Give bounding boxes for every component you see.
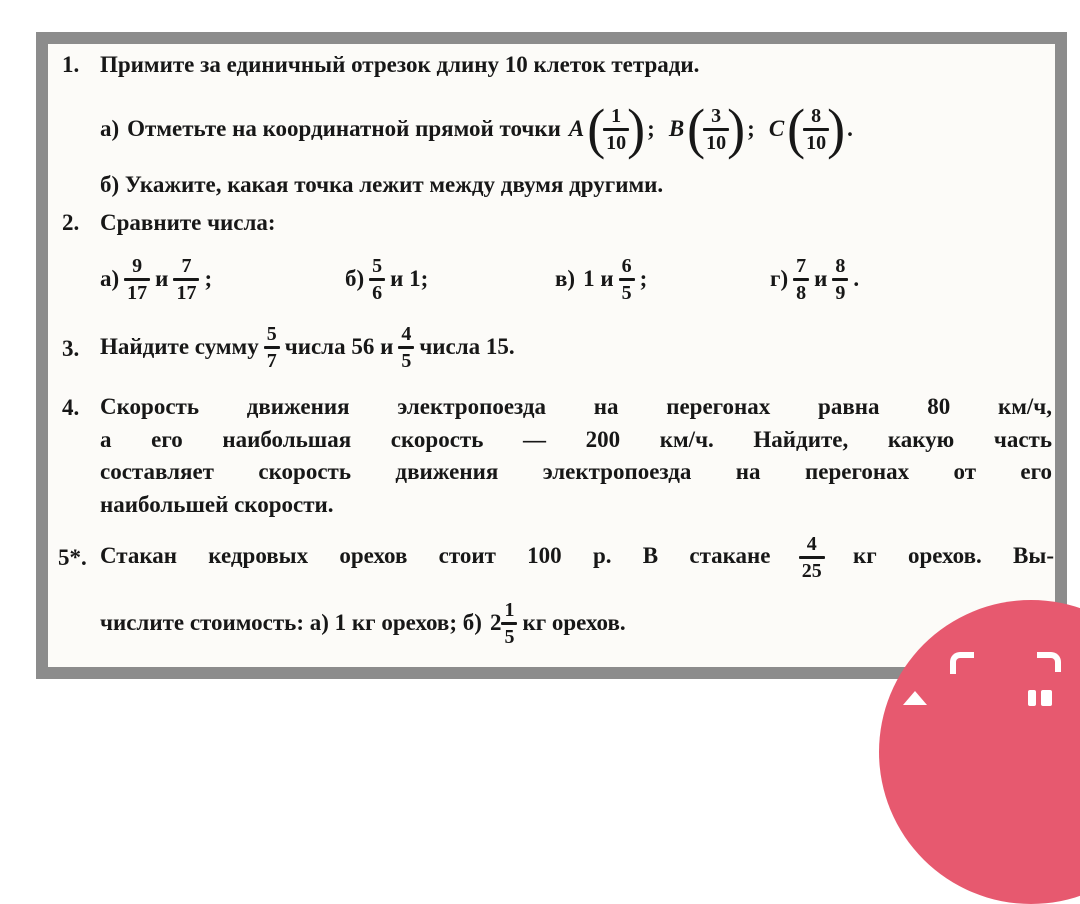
problem-5-line2-after: кг орехов. xyxy=(522,610,626,635)
item-b-text: и 1; xyxy=(390,266,429,291)
problem-4-paragraph xyxy=(100,391,1052,521)
problem-1b-text: Укажите, какая точка лежит между двумя другими. xyxy=(124,172,664,197)
problem-5-line-1 xyxy=(100,523,1054,589)
fraction-3-10: $\frac{3}{10}$ xyxy=(706,106,726,153)
problem-5-text-before: Стакан кедровых орехов стоит 100 р. В стакане xyxy=(100,543,771,568)
problem-1-statement: Примите за единичный отрезок длину 10 клеток тетради. xyxy=(100,52,700,77)
right-paren: ) xyxy=(727,97,746,161)
fraction-bar xyxy=(832,278,848,281)
viewfinder-partial-glyph-icon xyxy=(1041,690,1052,706)
problem-2-number: 2. xyxy=(62,210,80,235)
fraction-4-25: $\frac{4}{25}$ xyxy=(802,534,822,581)
separator: ; xyxy=(639,266,648,291)
fraction-bar xyxy=(793,278,809,281)
fraction-bar xyxy=(124,278,150,281)
fraction-4-5: $\frac{4}{5}$ xyxy=(401,324,411,371)
problem-4-number: 4. xyxy=(62,395,80,420)
left-paren: ( xyxy=(687,97,706,161)
separator: . xyxy=(847,116,853,141)
fraction-bar xyxy=(398,346,414,349)
problem-1a-text: Отметьте на координатной прямой точки xyxy=(127,116,561,141)
problem-1a-row xyxy=(100,96,859,162)
conjunction: и xyxy=(814,266,828,291)
problem-1a-label: а) xyxy=(100,116,120,141)
fraction-8-10: $\frac{8}{10}$ xyxy=(806,106,826,153)
left-paren: ( xyxy=(587,97,606,161)
point-b xyxy=(668,97,761,161)
problem-3-text-after: числа 15. xyxy=(419,334,515,359)
point-c xyxy=(768,97,859,161)
mixed-whole: 2 xyxy=(489,610,502,635)
point-b-letter: B xyxy=(668,116,685,141)
problem-2-statement: Сравните числа: xyxy=(100,210,276,235)
fraction-8-9: $\frac{8}{9}$ xyxy=(835,256,845,303)
right-paren: ) xyxy=(627,97,646,161)
problem-3-text-middle: числа 56 и xyxy=(284,334,394,359)
item-a-label: а) xyxy=(100,266,120,291)
fraction-6-5: $\frac{6}{5}$ xyxy=(622,256,632,303)
problem-5-line2-before: числите стоимость: а) 1 кг орехов; б) xyxy=(100,610,482,635)
item-v-text: 1 и xyxy=(583,266,614,291)
problem-3-number: 3. xyxy=(62,336,80,361)
problem-3-row xyxy=(100,314,515,380)
fraction-bar xyxy=(799,556,825,559)
problem-2-item-g xyxy=(770,246,859,312)
item-v-label: в) xyxy=(555,266,576,291)
problem-1b-row xyxy=(100,172,663,198)
problem-4-line-2: а его наибольшая скорость — 200 км/ч. Найдите, какую часть xyxy=(100,426,1052,452)
fraction-7-8: $\frac{7}{8}$ xyxy=(796,256,806,303)
fraction-1-5: $\frac{1}{5}$ xyxy=(504,600,514,647)
problem-5-line-2 xyxy=(100,590,626,656)
separator: ; xyxy=(204,266,213,291)
fraction-5-6: $\frac{5}{6}$ xyxy=(372,256,382,303)
left-paren: ( xyxy=(787,97,806,161)
fraction-bar xyxy=(803,128,829,131)
problem-4-line-4: наибольшей скорости. xyxy=(100,491,334,517)
point-c-letter: C xyxy=(768,116,785,141)
conjunction: и xyxy=(155,266,169,291)
fraction-9-17: $\frac{9}{17}$ xyxy=(127,256,147,303)
fraction-bar xyxy=(173,278,199,281)
viewfinder-top-left-icon xyxy=(950,652,974,674)
problem-2-item-v xyxy=(555,246,647,312)
fraction-bar xyxy=(703,128,729,131)
problem-5-text-after: кг орехов. Вы- xyxy=(853,543,1054,568)
problem-2-item-a xyxy=(100,246,212,312)
right-paren: ) xyxy=(827,97,846,161)
problem-1-number: 1. xyxy=(62,52,80,77)
fraction-bar xyxy=(603,128,629,131)
separator: . xyxy=(853,266,860,291)
viewfinder-partial-glyph-icon xyxy=(1028,690,1036,706)
fraction-bar xyxy=(619,278,635,281)
worksheet-page xyxy=(36,32,1067,679)
item-b-label: б) xyxy=(345,266,365,291)
fraction-bar xyxy=(264,346,280,349)
problem-4-line-3: составляет скорость движения электропоезда на перегонах от его xyxy=(100,459,1052,484)
fraction-1-10: $\frac{1}{10}$ xyxy=(606,106,626,153)
problem-3-text-before: Найдите сумму xyxy=(100,334,259,359)
fraction-bar xyxy=(369,278,385,281)
separator: ; xyxy=(747,116,755,141)
viewfinder-top-right-icon xyxy=(1037,652,1061,672)
point-a-letter: A xyxy=(568,116,585,141)
point-a xyxy=(568,97,661,161)
fraction-5-7: $\frac{5}{7}$ xyxy=(267,324,277,371)
fraction-7-17: $\frac{7}{17}$ xyxy=(176,256,196,303)
viewfinder-arrow-icon xyxy=(903,691,927,705)
problem-5-number: 5*. xyxy=(58,545,87,570)
mixed-number-2-1-5 xyxy=(490,600,515,647)
problem-4-line-1: Скорость движения электропоезда на перегонах равна 80 км/ч, xyxy=(100,394,1052,419)
problem-2-item-b xyxy=(345,246,428,312)
item-g-label: г) xyxy=(770,266,789,291)
fraction-bar xyxy=(501,622,517,625)
problem-1b-label: б) xyxy=(100,172,120,197)
separator: ; xyxy=(647,116,655,141)
